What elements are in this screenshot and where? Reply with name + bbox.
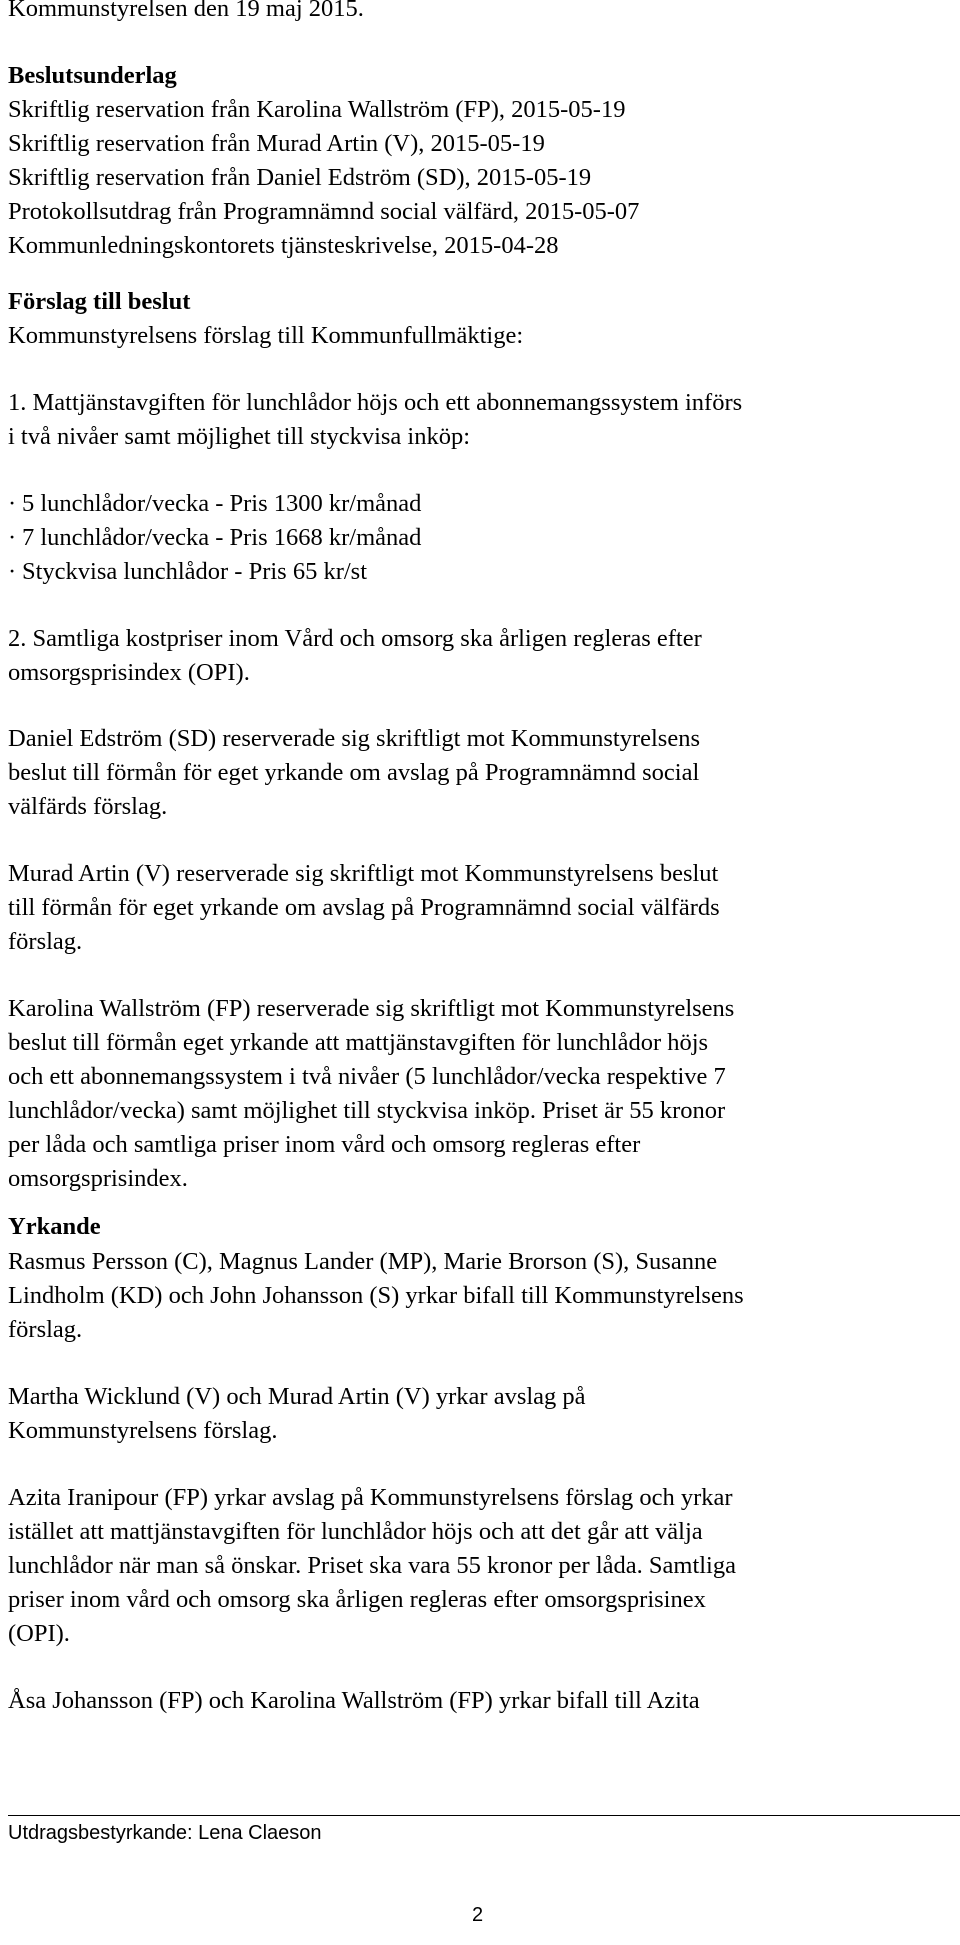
page-number: 2 bbox=[472, 1904, 484, 1926]
price-bullet bbox=[8, 487, 421, 521]
beslutsunderlag-item: Skriftlig reservation från Murad Artin (V), 2015-05-19 bbox=[8, 130, 545, 157]
reservation-line: och ett abonnemangssystem i två nivåer (5 lunchlådor/vecka respektive 7 bbox=[8, 1063, 726, 1090]
price-bullet-text: 5 lunchlådor/vecka - Pris 1300 kr/månad bbox=[22, 490, 422, 517]
reservation-line: omsorgsprisindex. bbox=[8, 1165, 188, 1192]
yrkande-line: Lindholm (KD) och John Johansson (S) yrkar bifall till Kommunstyrelsens bbox=[8, 1282, 744, 1309]
bullet-mark: · bbox=[8, 490, 17, 517]
footer-divider bbox=[8, 1815, 960, 1816]
reservation-line: förslag. bbox=[8, 928, 83, 955]
reservation-line: beslut till förmån för eget yrkande om avslag på Programnämnd social bbox=[8, 759, 700, 786]
beslutsunderlag-item: Kommunledningskontorets tjänsteskrivelse, 2015-04-28 bbox=[8, 232, 559, 259]
forslag-heading: Förslag till beslut bbox=[8, 288, 191, 315]
yrkande-line: Azita Iranipour (FP) yrkar avslag på Kommunstyrelsens förslag och yrkar bbox=[8, 1484, 733, 1511]
beslutsunderlag-item: Skriftlig reservation från Daniel Edström (SD), 2015-05-19 bbox=[8, 164, 592, 191]
reservation-line: beslut till förmån eget yrkande att mattjänstavgiften för lunchlådor höjs bbox=[8, 1029, 709, 1056]
price-bullet-text: Styckvisa lunchlådor - Pris 65 kr/st bbox=[22, 558, 368, 585]
yrkande-line: förslag. bbox=[8, 1316, 83, 1343]
price-bullet bbox=[8, 555, 367, 589]
certifier-footer: Utdragsbestyrkande: Lena Claeson bbox=[8, 1822, 322, 1844]
forslag-point-1-line: i två nivåer samt möjlighet till styckvisa inköp: bbox=[8, 423, 471, 450]
reservation-line: per låda och samtliga priser inom vård och omsorg regleras efter bbox=[8, 1131, 641, 1158]
reservation-line: Daniel Edström (SD) reserverade sig skriftligt mot Kommunstyrelsens bbox=[8, 725, 700, 752]
beslutsunderlag-item: Skriftlig reservation från Karolina Wallström (FP), 2015-05-19 bbox=[8, 96, 626, 123]
reservation-line: till förmån för eget yrkande om avslag på Programnämnd social välfärds bbox=[8, 894, 720, 921]
yrkande-line: istället att mattjänstavgiften för lunchlådor höjs och att det går att välja bbox=[8, 1518, 703, 1545]
beslutsunderlag-heading: Beslutsunderlag bbox=[8, 62, 177, 89]
forslag-point-2-line: 2. Samtliga kostpriser inom Vård och omsorg ska årligen regleras efter bbox=[8, 625, 702, 652]
reservation-line: lunchlådor/vecka) samt möjlighet till styckvisa inköp. Priset är 55 kronor bbox=[8, 1097, 726, 1124]
reservation-line: Murad Artin (V) reserverade sig skriftligt mot Kommunstyrelsens beslut bbox=[8, 860, 719, 887]
price-bullet bbox=[8, 521, 421, 555]
forslag-intro: Kommunstyrelsens förslag till Kommunfullmäktige: bbox=[8, 322, 524, 349]
reservation-line: Karolina Wallström (FP) reserverade sig skriftligt mot Kommunstyrelsens bbox=[8, 995, 735, 1022]
price-bullet-text: 7 lunchlådor/vecka - Pris 1668 kr/månad bbox=[22, 524, 422, 551]
bullet-mark: · bbox=[8, 558, 17, 585]
yrkande-line: Kommunstyrelsens förslag. bbox=[8, 1417, 278, 1444]
yrkande-line: Åsa Johansson (FP) och Karolina Wallström (FP) yrkar bifall till Azita bbox=[8, 1687, 700, 1714]
yrkande-line: (OPI). bbox=[8, 1620, 70, 1647]
yrkande-line: priser inom vård och omsorg ska årligen regleras efter omsorgsprisinex bbox=[8, 1586, 706, 1613]
yrkande-line: lunchlådor när man så önskar. Priset ska vara 55 kronor per låda. Samtliga bbox=[8, 1552, 736, 1579]
date-line: Kommunstyrelsen den 19 maj 2015. bbox=[8, 0, 364, 22]
forslag-point-2-line: omsorgsprisindex (OPI). bbox=[8, 659, 250, 686]
beslutsunderlag-item: Protokollsutdrag från Programnämnd social välfärd, 2015-05-07 bbox=[8, 198, 640, 225]
yrkande-heading: Yrkande bbox=[8, 1213, 101, 1240]
yrkande-line: Martha Wicklund (V) och Murad Artin (V) yrkar avslag på bbox=[8, 1383, 586, 1410]
yrkande-line: Rasmus Persson (C), Magnus Lander (MP), Marie Brorson (S), Susanne bbox=[8, 1248, 718, 1275]
bullet-mark: · bbox=[8, 524, 17, 551]
reservation-line: välfärds förslag. bbox=[8, 793, 168, 820]
forslag-point-1-line: 1. Mattjänstavgiften för lunchlådor höjs och ett abonnemangssystem införs bbox=[8, 389, 743, 416]
